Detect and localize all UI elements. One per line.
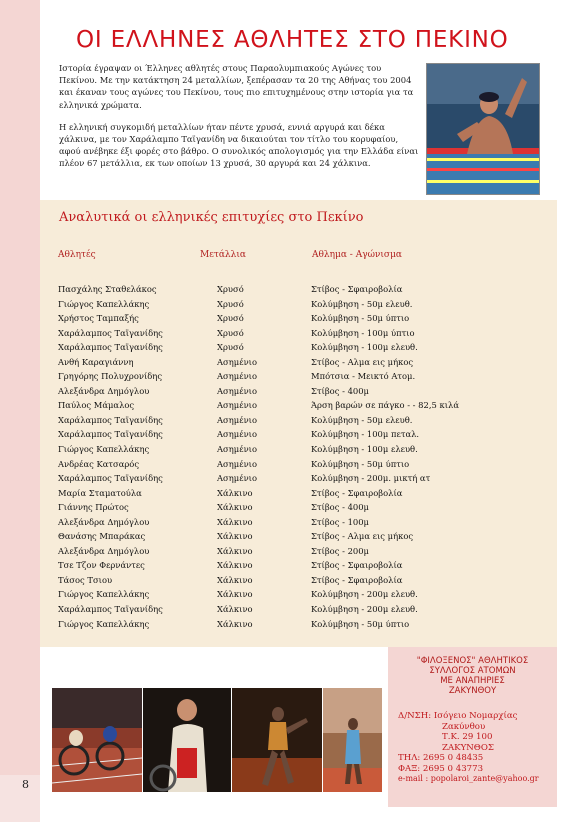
athlete-celebration-photo: [143, 688, 231, 792]
postal-code: Τ.Κ. 29 100: [442, 732, 493, 742]
athlete-name: Παύλος Μάμαλος: [58, 400, 135, 411]
medal: Χάλκινο: [217, 560, 253, 571]
table-row: [58, 604, 558, 619]
email-link[interactable]: e-mail : popolaroi_zante@yahoo.gr: [398, 774, 539, 783]
medal: Χρυσό: [217, 284, 244, 294]
event: Κολύμβηση - 100μ πεταλ.: [311, 429, 420, 440]
event: Στίβος - 400μ: [311, 385, 369, 396]
table-row: [58, 415, 558, 430]
medal: Ασημένιο: [217, 429, 257, 440]
table-row: [58, 619, 558, 634]
event: Στίβος - 400μ: [311, 502, 369, 513]
athlete-name: Μαρία Σταματούλα: [58, 487, 142, 498]
table-row: [58, 357, 558, 372]
address-label: Δ/ΝΣΗ: Ισόγειο Νομαρχίας: [398, 711, 518, 721]
event: Κολύμβηση - 100μ ελευθ.: [311, 342, 418, 353]
table-row: [58, 589, 558, 604]
table-row: [58, 531, 558, 546]
intro-paragraph-2: Η ελληνική συγκομιδή μεταλλίων ήταν πέντε χρυσά, εννιά αργυρά και δέκα χάλκινα, με τον Χαράλαμπο Ταϊγανίδη να δικαιούται τον τίτλο του κορυφαίου, αφού ανέβηκε έξι φορές στο βάθρο. Ο συνολικός απολογισμός για την Ελλάδα είναι πλέον 67 μετάλλια, εκ των οποίων 13 χρυσά, 30 αργυρά και 24 χάλκινα.: [59, 121, 419, 169]
medal: Χάλκινο: [217, 618, 253, 629]
medal: Χάλκινο: [217, 516, 253, 527]
fax: ΦΑΞ: 2695 0 43773: [398, 763, 484, 774]
athlete-name: Χαράλαμπος Ταϊγανίδης: [58, 414, 163, 425]
medal: Χάλκινο: [217, 487, 253, 498]
table-row: [58, 473, 558, 488]
athlete-name: Ανδρέας Κατσαρός: [58, 458, 140, 469]
table-row: [58, 386, 558, 401]
athlete-name: Θανάσης Μπαράκας: [58, 531, 146, 542]
header-event: Αθλημα - Αγώνισμα: [312, 250, 402, 260]
athlete-name: Γρηγόρης Πολυχρονίδης: [58, 371, 163, 382]
athlete-name: Χαράλαμπος Ταϊγανίδης: [58, 604, 163, 615]
table-row: [58, 342, 558, 357]
event: Στίβος - Αλμα εις μήκος: [311, 531, 414, 542]
medal: Ασημένιο: [217, 473, 257, 484]
athlete-name: Χαράλαμπος Ταϊγανίδης: [58, 342, 163, 353]
wheelchair-race-photo: [52, 688, 142, 792]
athlete-name: Χρήστος Ταμπαξής: [58, 313, 139, 324]
table-row: [58, 488, 558, 503]
table-row: [58, 459, 558, 474]
athlete-name: Ανθή Καραγιάννη: [58, 356, 134, 367]
table-row: [58, 560, 558, 575]
event: Κολύμβηση - 100μ ελευθ.: [311, 444, 418, 455]
table-row: [58, 546, 558, 561]
medal: Ασημένιο: [217, 400, 257, 411]
athlete-name: Αλεξάνδρα Δημόγλου: [58, 545, 150, 556]
org-line-4: ΖΑΚΥΝΘΟΥ: [448, 686, 497, 696]
event: Στίβος - 200μ: [311, 545, 369, 556]
athlete-name: Γιώργος Καπελλάκης: [58, 444, 150, 455]
photo-strip: [52, 688, 382, 792]
medal: Ασημένιο: [217, 458, 257, 469]
results-title: Αναλυτικά οι ελληνικές επιτυχίες στο Πεκίνο: [59, 210, 364, 225]
organization-name: [388, 656, 557, 696]
table-row: [58, 400, 558, 415]
header-medals: Μετάλλια: [200, 250, 246, 260]
phone: ΤΗΛ: 2695 0 48435: [398, 753, 484, 763]
left-decorative-strip: [0, 0, 40, 775]
event: Μπότσια - Μεικτό Ατομ.: [311, 371, 416, 382]
event: Κολύμβηση - 50μ ύπτιο: [311, 618, 410, 629]
athlete-name: Τάσος Τσιου: [58, 574, 113, 585]
event: Κολύμβηση - 50μ ύπτιο: [311, 313, 410, 324]
page-number: 8: [22, 778, 29, 791]
table-row: [58, 313, 558, 328]
medal: Χάλκινο: [217, 574, 253, 585]
event: Κολύμβηση - 50μ ελευθ.: [311, 298, 413, 309]
event: Κολύμβηση - 50μ ύπτιο: [311, 458, 410, 469]
medal: Χρυσό: [217, 313, 244, 324]
athlete-name: Γιάννης Πρώτος: [58, 502, 129, 513]
table-row: [58, 284, 558, 299]
org-line-1: "ΦΙΛΟΞΕΝΟΣ" ΑΘΛΗΤΙΚΟΣ: [416, 656, 529, 666]
table-row: [58, 371, 558, 386]
medal: Χάλκινο: [217, 502, 253, 513]
athlete-name: Χαράλαμπος Ταϊγανίδης: [58, 429, 163, 440]
table-row: [58, 429, 558, 444]
athlete-name: Γιώργος Καπελλάκης: [58, 618, 150, 629]
page-number-tab: [0, 775, 40, 822]
intro-text: [59, 62, 419, 180]
table-row: [58, 328, 558, 343]
results-table: [58, 284, 558, 633]
medal: Χάλκινο: [217, 604, 253, 615]
event: Στίβος - Σφαιροβολία: [311, 574, 403, 585]
medal: Χρυσό: [217, 327, 244, 338]
event: Άρση βαρών σε πάγκο - - 82,5 κιλά: [311, 400, 459, 411]
swimmer-photo: [426, 63, 540, 195]
org-line-2: ΣΥΛΛΟΓΟΣ ΑΤΟΜΩΝ: [429, 666, 516, 676]
medal: Ασημένιο: [217, 356, 257, 367]
results-section: [40, 200, 557, 647]
table-row: [58, 575, 558, 590]
event: Στίβος - Σφαιροβολία: [311, 560, 403, 571]
medal: Χρυσό: [217, 342, 244, 353]
athlete-name: Χαράλαμπος Ταϊγανίδης: [58, 327, 163, 338]
medal: Ασημένιο: [217, 385, 257, 396]
event: Κολύμβηση - 200μ. μικτή ατ: [311, 473, 431, 484]
contact-details: [398, 711, 553, 785]
athlete-name: Γιώργος Καπελλάκης: [58, 589, 150, 600]
intro-paragraph-1: Ιστορία έγραψαν οι Έλληνες αθλητές στους Παραολυμπιακούς Αγώνες του Πεκίνου. Με την κατάκτηση 24 μεταλλίων, ξεπέρασαν τα 20 της Αθήνας του 2004 και έκαναν τους αγώνες του Πεκίνου, τους πιο επιτυχημένους στην ιστορία για τα ελληνικά χρώματα.: [59, 63, 414, 110]
table-row: [58, 299, 558, 314]
event: Κολύμβηση - 100μ ύπτιο: [311, 327, 415, 338]
event: Στίβος - Αλμα εις μήκος: [311, 356, 414, 367]
header-athletes: Αθλητές: [58, 250, 96, 260]
table-row: [58, 502, 558, 517]
org-line-3: ΜΕ ΑΝΑΠΗΡΙΕΣ: [440, 676, 505, 686]
athlete-name: Αλεξάνδρα Δημόγλου: [58, 385, 150, 396]
table-row: [58, 517, 558, 532]
athlete-name: Χαράλαμπος Ταϊγανίδης: [58, 473, 163, 484]
event: Κολύμβηση - 200μ ελευθ.: [311, 604, 418, 615]
event: Κολύμβηση - 50μ ελευθ.: [311, 414, 413, 425]
medal: Χάλκινο: [217, 531, 253, 542]
event: Στίβος - Σφαιροβολία: [311, 284, 403, 294]
runner-photo: [232, 688, 322, 792]
medal: Ασημένιο: [217, 371, 257, 382]
medal: Ασημένιο: [217, 414, 257, 425]
event: Στίβος - Σφαιροβολία: [311, 487, 403, 498]
city: ΖΑΚΥΝΘΟΣ: [442, 742, 494, 753]
athlete-name: Γιώργος Καπελλάκης: [58, 298, 150, 309]
page-title: ΟΙ ΕΛΛΗΝΕΣ ΑΘΛΗΤΕΣ ΣΤΟ ΠΕΚΙΝΟ: [76, 27, 509, 53]
medal: Χάλκινο: [217, 545, 253, 556]
contact-box: [388, 647, 557, 807]
athlete-name: Αλεξάνδρα Δημόγλου: [58, 516, 150, 527]
event: Στίβος - 100μ: [311, 516, 369, 527]
address-line-2: Ζακύνθου: [442, 721, 486, 732]
athlete-name: Τσε Τζον Φερνάντες: [58, 560, 145, 571]
athlete-name: Πασχάλης Σταθελάκος: [58, 284, 157, 294]
medal: Χάλκινο: [217, 589, 253, 600]
medal: Ασημένιο: [217, 444, 257, 455]
medal: Χρυσό: [217, 298, 244, 309]
event: Κολύμβηση - 200μ ελευθ.: [311, 589, 418, 600]
stadium-athlete-photo: [323, 688, 382, 792]
table-row: [58, 444, 558, 459]
